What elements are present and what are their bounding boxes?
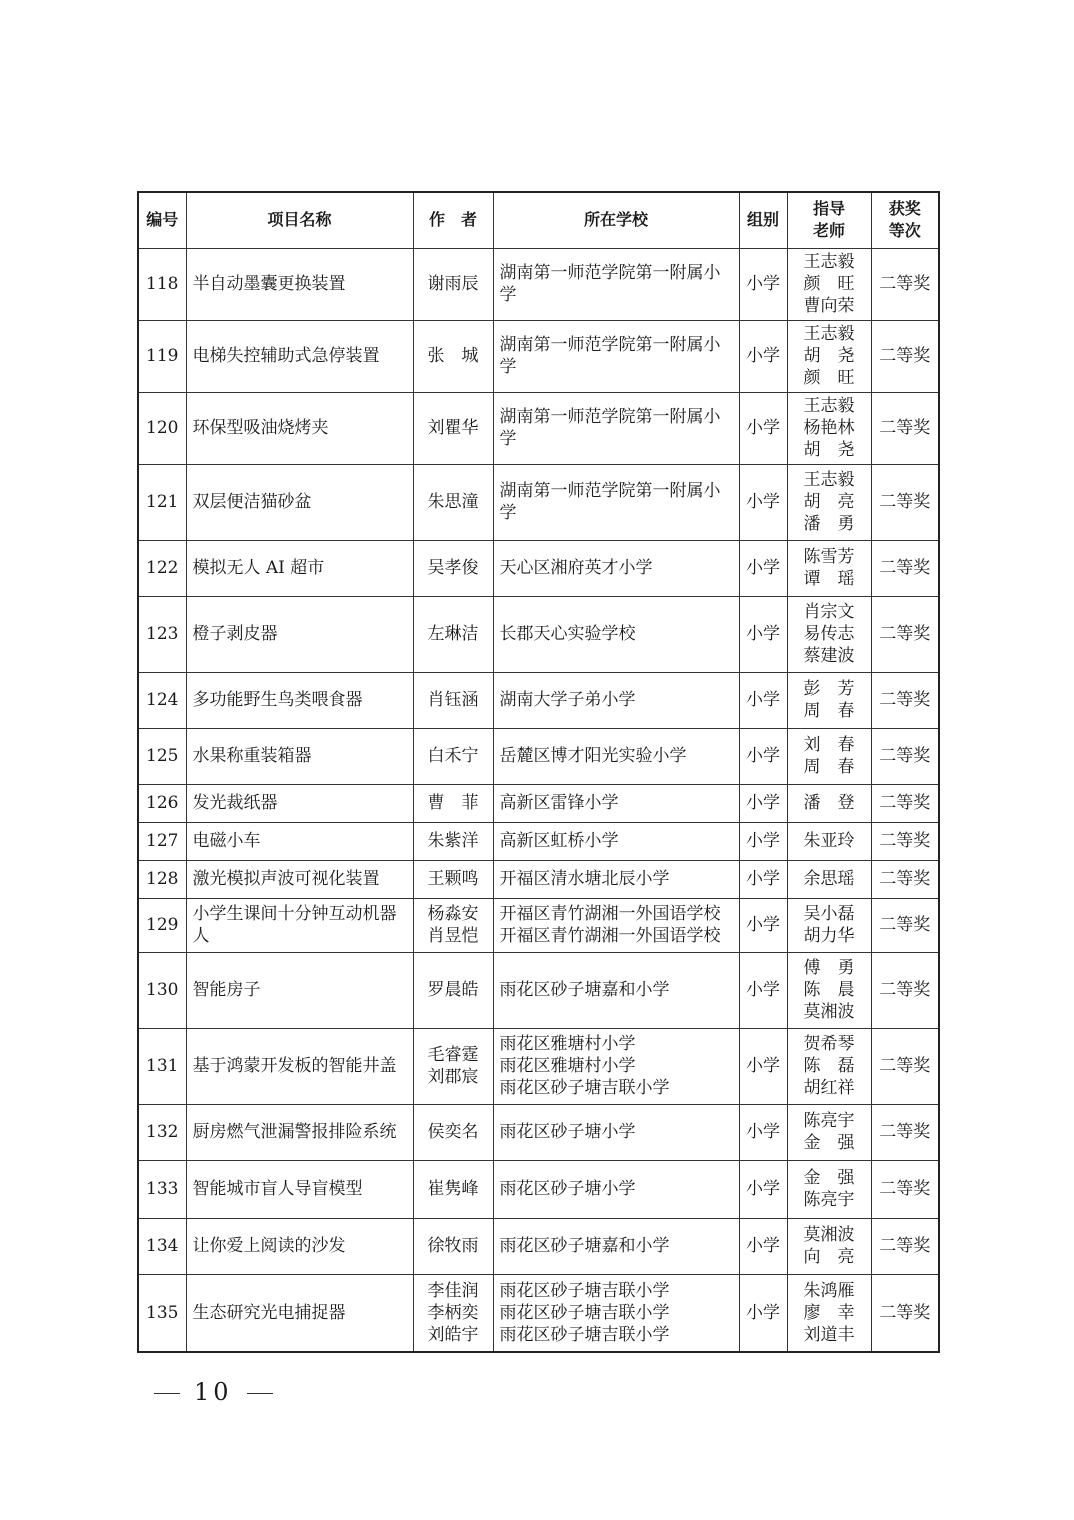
cell-school — [493, 672, 739, 728]
table-row — [138, 1274, 939, 1352]
teacher-name: 胡红祥 — [803, 1078, 855, 1098]
teacher-name: 王志毅 — [803, 252, 855, 272]
school-name: 长郡天心实验学校 — [499, 624, 636, 644]
cell-no: 123 — [138, 596, 186, 672]
author-name: 李佳润 — [427, 1280, 479, 1301]
cell-author — [413, 596, 493, 672]
header-teacher-line: 老师 — [812, 221, 845, 241]
table-row — [138, 1104, 939, 1160]
author-name: 朱思潼 — [427, 492, 479, 512]
cell-teacher — [787, 540, 871, 596]
teacher-name: 陈亮宇 — [803, 1111, 855, 1131]
cell-project-name: 模拟无人 AI 超市 — [186, 540, 413, 596]
teacher-name: 陈 磊 — [803, 1056, 855, 1076]
school-name: 雨花区砂子塘嘉和小学 — [499, 980, 670, 1000]
cell-project-name: 半自动墨囊更换装置 — [186, 248, 413, 320]
cell-school — [493, 822, 739, 860]
school-name: 雨花区雅塘村小学 — [499, 1056, 636, 1076]
teacher-name: 莫湘波 — [803, 1002, 855, 1022]
cell-school — [493, 1028, 739, 1104]
cell-group: 小学 — [739, 784, 787, 822]
cell-no: 120 — [138, 392, 186, 464]
cell-school — [493, 392, 739, 464]
teacher-name: 曹向荣 — [803, 296, 855, 316]
cell-award: 二等奖 — [871, 1028, 939, 1104]
cell-teacher — [787, 784, 871, 822]
cell-award: 二等奖 — [871, 596, 939, 672]
teacher-name: 王志毅 — [803, 396, 855, 416]
cell-school — [493, 860, 739, 898]
header-award-line: 获奖 — [888, 199, 921, 219]
cell-award: 二等奖 — [871, 898, 939, 952]
teacher-name: 杨艳林 — [803, 418, 855, 438]
cell-award: 二等奖 — [871, 728, 939, 784]
cell-award: 二等奖 — [871, 822, 939, 860]
school-name: 岳麓区博才阳光实验小学 — [499, 746, 687, 766]
teacher-name: 陈 晨 — [803, 980, 855, 1000]
author-name: 谢雨辰 — [427, 274, 479, 294]
author-name: 李柄奕 — [427, 1302, 479, 1323]
teacher-name: 胡力华 — [803, 926, 855, 946]
cell-school — [493, 784, 739, 822]
cell-school — [493, 1160, 739, 1218]
school-name: 开福区青竹湖湘一外国语学校 — [499, 926, 721, 946]
teacher-name: 廖 幸 — [803, 1302, 855, 1323]
cell-group: 小学 — [739, 728, 787, 784]
teacher-name: 颜 旺 — [803, 368, 855, 388]
cell-teacher — [787, 672, 871, 728]
teacher-name: 胡 尧 — [803, 440, 855, 460]
author-name: 刘皓宇 — [427, 1324, 479, 1345]
teacher-name: 易传志 — [803, 624, 855, 644]
school-name: 开福区青竹湖湘一外国语学校 — [499, 904, 721, 924]
cell-project-name: 智能城市盲人导盲模型 — [186, 1160, 413, 1218]
school-name: 湖南第一师范学院第一附属小学 — [499, 263, 721, 305]
cell-no: 119 — [138, 320, 186, 392]
header-award-line: 等次 — [888, 221, 921, 241]
header-teacher-line: 指导 — [812, 199, 845, 219]
cell-award: 二等奖 — [871, 860, 939, 898]
cell-project-name: 智能房子 — [186, 952, 413, 1028]
cell-teacher — [787, 952, 871, 1028]
cell-project-name: 电磁小车 — [186, 822, 413, 860]
author-name: 徐牧雨 — [427, 1236, 479, 1256]
table-row — [138, 728, 939, 784]
cell-no: 118 — [138, 248, 186, 320]
author-name: 刘郡宸 — [427, 1067, 479, 1087]
cell-award: 二等奖 — [871, 952, 939, 1028]
author-name: 崔隽峰 — [427, 1179, 479, 1199]
header-teacher — [787, 192, 871, 248]
teacher-name: 王志毅 — [803, 470, 855, 490]
table-row — [138, 540, 939, 596]
table-row — [138, 596, 939, 672]
teacher-name: 谭 瑶 — [803, 569, 855, 589]
teacher-name: 胡 亮 — [803, 492, 855, 512]
teacher-name: 胡 尧 — [803, 346, 855, 366]
teacher-name: 贺希琴 — [803, 1034, 855, 1054]
cell-group: 小学 — [739, 464, 787, 540]
header-author: 作 者 — [413, 192, 493, 248]
cell-school — [493, 248, 739, 320]
cell-teacher — [787, 860, 871, 898]
teacher-name: 朱亚玲 — [803, 831, 855, 851]
header-award — [871, 192, 939, 248]
cell-teacher — [787, 392, 871, 464]
cell-author — [413, 464, 493, 540]
author-name: 朱紫洋 — [427, 831, 479, 851]
cell-no: 134 — [138, 1218, 186, 1274]
table-row — [138, 952, 939, 1028]
cell-school — [493, 1218, 739, 1274]
cell-group: 小学 — [739, 596, 787, 672]
dash-left — [154, 1393, 180, 1394]
dash-right — [247, 1393, 273, 1394]
teacher-name: 朱鸿雁 — [803, 1280, 855, 1301]
awards-table — [137, 191, 940, 1353]
cell-group: 小学 — [739, 392, 787, 464]
cell-project-name: 基于鸿蒙开发板的智能井盖 — [186, 1028, 413, 1104]
cell-author — [413, 784, 493, 822]
teacher-name: 向 亮 — [803, 1247, 855, 1267]
teacher-name: 金 强 — [803, 1168, 855, 1188]
cell-award: 二等奖 — [871, 1218, 939, 1274]
cell-project-name: 橙子剥皮器 — [186, 596, 413, 672]
cell-school — [493, 952, 739, 1028]
table-row — [138, 392, 939, 464]
school-name: 湖南大学子弟小学 — [499, 690, 636, 710]
author-name: 王颗鸣 — [427, 869, 479, 889]
cell-no: 129 — [138, 898, 186, 952]
cell-project-name: 多功能野生鸟类喂食器 — [186, 672, 413, 728]
author-name: 罗晨皓 — [427, 980, 479, 1000]
table-row — [138, 860, 939, 898]
teacher-name: 刘 春 — [803, 735, 855, 755]
cell-author — [413, 320, 493, 392]
cell-award: 二等奖 — [871, 392, 939, 464]
header-name: 项目名称 — [186, 192, 413, 248]
cell-author — [413, 1160, 493, 1218]
cell-award: 二等奖 — [871, 784, 939, 822]
table-row — [138, 672, 939, 728]
page-number — [140, 1378, 287, 1406]
table-row — [138, 784, 939, 822]
teacher-name: 陈雪芳 — [803, 547, 855, 567]
cell-no: 135 — [138, 1274, 186, 1352]
school-name: 雨花区砂子塘吉联小学 — [499, 1324, 670, 1345]
author-name: 肖钰涵 — [427, 690, 479, 710]
cell-author — [413, 248, 493, 320]
cell-author — [413, 728, 493, 784]
cell-project-name: 厨房燃气泄漏警报排险系统 — [186, 1104, 413, 1160]
author-name: 杨淼安 — [427, 904, 479, 924]
cell-author — [413, 898, 493, 952]
teacher-name: 吴小磊 — [803, 904, 855, 924]
table-row — [138, 1160, 939, 1218]
author-name: 肖昱恺 — [427, 926, 479, 946]
cell-school — [493, 540, 739, 596]
school-name: 湖南第一师范学院第一附属小学 — [499, 407, 721, 449]
cell-project-name: 生态研究光电捕捉器 — [186, 1274, 413, 1352]
cell-award: 二等奖 — [871, 1160, 939, 1218]
cell-teacher — [787, 320, 871, 392]
cell-no: 121 — [138, 464, 186, 540]
cell-award: 二等奖 — [871, 1274, 939, 1352]
cell-award: 二等奖 — [871, 464, 939, 540]
cell-project-name: 水果称重装箱器 — [186, 728, 413, 784]
teacher-name: 彭 芳 — [803, 679, 855, 699]
cell-group: 小学 — [739, 248, 787, 320]
cell-teacher — [787, 1274, 871, 1352]
school-name: 开福区清水塘北辰小学 — [499, 869, 670, 889]
table-row — [138, 1028, 939, 1104]
school-name: 雨花区砂子塘吉联小学 — [499, 1302, 670, 1323]
teacher-name: 王志毅 — [803, 324, 855, 344]
table-row — [138, 898, 939, 952]
cell-author — [413, 1218, 493, 1274]
teacher-name: 周 春 — [803, 701, 855, 721]
cell-project-name: 激光模拟声波可视化装置 — [186, 860, 413, 898]
author-name: 吴孝俊 — [427, 558, 479, 578]
cell-group: 小学 — [739, 860, 787, 898]
teacher-name: 潘 勇 — [803, 514, 855, 534]
school-name: 雨花区雅塘村小学 — [499, 1034, 636, 1054]
page-number-value: 10 — [194, 1378, 233, 1406]
author-name: 侯奕名 — [427, 1122, 479, 1142]
cell-teacher — [787, 728, 871, 784]
teacher-name: 周 春 — [803, 757, 855, 777]
cell-group: 小学 — [739, 822, 787, 860]
school-name: 高新区虹桥小学 — [499, 831, 619, 851]
teacher-name: 莫湘波 — [803, 1225, 855, 1245]
author-name: 刘瞿华 — [427, 418, 479, 438]
cell-project-name: 双层便洁猫砂盆 — [186, 464, 413, 540]
cell-no: 126 — [138, 784, 186, 822]
author-name: 毛睿霆 — [427, 1045, 479, 1065]
table-row — [138, 822, 939, 860]
cell-school — [493, 464, 739, 540]
cell-group: 小学 — [739, 952, 787, 1028]
teacher-name: 潘 登 — [803, 793, 855, 813]
cell-no: 122 — [138, 540, 186, 596]
cell-teacher — [787, 822, 871, 860]
cell-no: 133 — [138, 1160, 186, 1218]
cell-author — [413, 1104, 493, 1160]
cell-no: 125 — [138, 728, 186, 784]
cell-author — [413, 1028, 493, 1104]
author-name: 张 城 — [427, 346, 479, 366]
school-name: 雨花区砂子塘小学 — [499, 1179, 636, 1199]
cell-author — [413, 822, 493, 860]
cell-school — [493, 596, 739, 672]
teacher-name: 余思瑶 — [803, 869, 855, 889]
cell-school — [493, 1274, 739, 1352]
cell-no: 130 — [138, 952, 186, 1028]
cell-teacher — [787, 1028, 871, 1104]
header-group: 组别 — [739, 192, 787, 248]
table-body — [138, 248, 939, 1352]
header-row — [138, 192, 939, 248]
cell-award: 二等奖 — [871, 1104, 939, 1160]
teacher-name: 陈亮宇 — [803, 1190, 855, 1210]
cell-project-name: 让你爱上阅读的沙发 — [186, 1218, 413, 1274]
cell-award: 二等奖 — [871, 320, 939, 392]
teacher-name: 金 强 — [803, 1133, 855, 1153]
cell-school — [493, 1104, 739, 1160]
cell-project-name: 环保型吸油烧烤夹 — [186, 392, 413, 464]
school-name: 雨花区砂子塘嘉和小学 — [499, 1236, 670, 1256]
cell-school — [493, 320, 739, 392]
school-name: 雨花区砂子塘吉联小学 — [499, 1078, 670, 1098]
table-row — [138, 464, 939, 540]
cell-group: 小学 — [739, 1028, 787, 1104]
cell-group: 小学 — [739, 1160, 787, 1218]
cell-project-name: 发光裁纸器 — [186, 784, 413, 822]
cell-school — [493, 898, 739, 952]
school-name: 湖南第一师范学院第一附属小学 — [499, 481, 721, 523]
teacher-name: 肖宗文 — [803, 602, 855, 622]
cell-author — [413, 540, 493, 596]
school-name: 湖南第一师范学院第一附属小学 — [499, 335, 721, 377]
cell-group: 小学 — [739, 1104, 787, 1160]
teacher-name: 颜 旺 — [803, 274, 855, 294]
cell-no: 127 — [138, 822, 186, 860]
school-name: 天心区湘府英才小学 — [499, 558, 653, 578]
school-name: 雨花区砂子塘小学 — [499, 1122, 636, 1142]
teacher-name: 傅 勇 — [803, 958, 855, 978]
cell-school — [493, 728, 739, 784]
school-name: 雨花区砂子塘吉联小学 — [499, 1280, 670, 1301]
header-no: 编号 — [138, 192, 186, 248]
table-row — [138, 1218, 939, 1274]
cell-author — [413, 392, 493, 464]
cell-author — [413, 860, 493, 898]
cell-teacher — [787, 1104, 871, 1160]
table-row — [138, 320, 939, 392]
teacher-name: 蔡建波 — [803, 646, 855, 666]
author-name: 白禾宁 — [427, 746, 479, 766]
cell-project-name: 电梯失控辅助式急停装置 — [186, 320, 413, 392]
cell-teacher — [787, 596, 871, 672]
cell-group: 小学 — [739, 320, 787, 392]
cell-group: 小学 — [739, 540, 787, 596]
cell-award: 二等奖 — [871, 540, 939, 596]
cell-no: 132 — [138, 1104, 186, 1160]
cell-author — [413, 1274, 493, 1352]
cell-teacher — [787, 1160, 871, 1218]
cell-group: 小学 — [739, 1218, 787, 1274]
cell-award: 二等奖 — [871, 672, 939, 728]
cell-author — [413, 672, 493, 728]
cell-no: 124 — [138, 672, 186, 728]
table-row — [138, 248, 939, 320]
cell-group: 小学 — [739, 672, 787, 728]
author-name: 曹 菲 — [427, 793, 479, 813]
cell-author — [413, 952, 493, 1028]
cell-teacher — [787, 464, 871, 540]
cell-no: 131 — [138, 1028, 186, 1104]
cell-teacher — [787, 898, 871, 952]
cell-group: 小学 — [739, 1274, 787, 1352]
cell-group: 小学 — [739, 898, 787, 952]
cell-teacher — [787, 1218, 871, 1274]
cell-no: 128 — [138, 860, 186, 898]
cell-award: 二等奖 — [871, 248, 939, 320]
author-name: 左琳洁 — [427, 624, 479, 644]
teacher-name: 刘道丰 — [803, 1324, 855, 1345]
header-school: 所在学校 — [493, 192, 739, 248]
school-name: 高新区雷锋小学 — [499, 793, 619, 813]
cell-teacher — [787, 248, 871, 320]
cell-project-name: 小学生课间十分钟互动机器人 — [186, 898, 413, 952]
